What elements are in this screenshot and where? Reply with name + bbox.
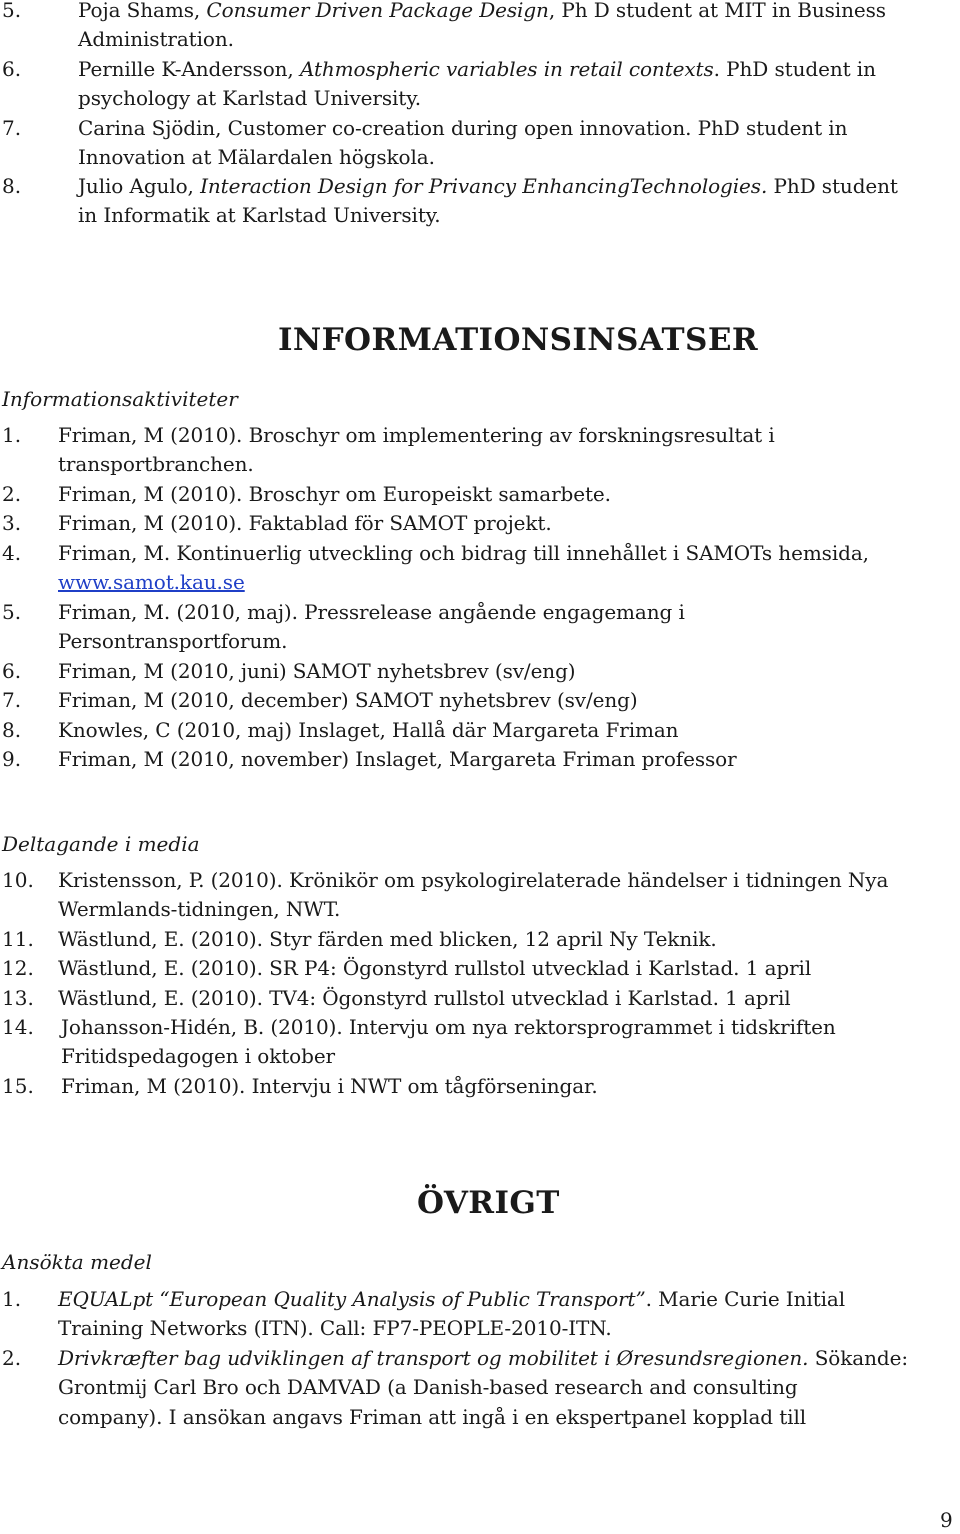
detail-text: . PhD student in [713, 57, 876, 81]
list-item-text: Friman, M (2010). Broschyr om Europeiskt samarbete. [58, 482, 611, 506]
section-heading-ovrigt: ÖVRIGT [417, 1185, 560, 1221]
author-text: Julio Agulo, [78, 174, 201, 198]
list-number: 6. [2, 57, 22, 81]
list-number: 5. [2, 600, 22, 624]
list-item-text [78, 172, 898, 200]
list-item-text: Innovation at Mälardalen högskola. [78, 145, 435, 169]
list-number: 5. [2, 0, 22, 22]
list-number: 1. [2, 423, 22, 447]
list-number: 10. [2, 868, 34, 892]
list-item-text: Fritidspedagogen i oktober [61, 1044, 336, 1068]
list-item-text: Friman, M. Kontinuerlig utveckling och bidrag till innehållet i SAMOTs hemsida, [58, 541, 869, 565]
title-text: Athmospheric variables in retail contexts [299, 57, 714, 81]
list-item-text: company). I ansökan angavs Friman att ingå i en ekspertpanel kopplad till [58, 1405, 807, 1429]
list-item-text [78, 114, 847, 142]
list-item-text: Friman, M (2010). Intervju i NWT om tågförseningar. [61, 1074, 598, 1098]
list-number: 11. [2, 927, 34, 951]
list-number: 12. [2, 956, 34, 980]
list-number: 7. [2, 688, 22, 712]
list-number: 8. [2, 174, 22, 198]
page-number: 9 [940, 1508, 953, 1532]
list-number: 3. [2, 511, 22, 535]
section-heading-informationsinsatser: INFORMATIONSINSATSER [278, 322, 759, 358]
list-item-text: Friman, M (2010, november) Inslaget, Margareta Friman professor [58, 747, 737, 771]
list-number: 1. [2, 1287, 22, 1311]
subsection-title-informationsaktiviteter: Informationsaktiviteter [2, 387, 238, 411]
list-item-text: Knowles, C (2010, maj) Inslaget, Hallå där Margareta Friman [58, 718, 679, 742]
detail-text: Sökande: [808, 1346, 908, 1370]
title-text: Consumer Driven Package Design [206, 0, 549, 22]
author-text: Carina Sjödin, Customer co-creation during open innovation. PhD student in [78, 116, 848, 140]
author-text: Poja Shams, [78, 0, 207, 22]
list-number: 8. [2, 718, 22, 742]
list-item-text [58, 1344, 908, 1372]
list-item-text: Training Networks (ITN). Call: FP7-PEOPLE-2010-ITN. [58, 1316, 612, 1340]
list-item-text: Wästlund, E. (2010). TV4: Ögonstyrd rullstol utvecklad i Karlstad. 1 april [58, 986, 791, 1010]
list-item-text: Friman, M (2010). Broschyr om implementering av forskningsresultat i [58, 423, 775, 447]
list-item-text: Wästlund, E. (2010). Styr färden med blicken, 12 april Ny Teknik. [58, 927, 717, 951]
list-item-text [78, 0, 886, 24]
samot-website-link[interactable]: www.samot.kau.se [58, 570, 245, 594]
author-text: Pernille K-Andersson, [78, 57, 300, 81]
list-item-text: Friman, M (2010, december) SAMOT nyhetsbrev (sv/eng) [58, 688, 638, 712]
list-item-link-line [58, 568, 245, 596]
list-item-text: Friman, M (2010). Faktablad för SAMOT projekt. [58, 511, 552, 535]
list-number: 15. [2, 1074, 34, 1098]
list-number: 13. [2, 986, 34, 1010]
list-number: 14. [2, 1015, 34, 1039]
list-item-text: Wästlund, E. (2010). SR P4: Ögonstyrd rullstol utvecklad i Karlstad. 1 april [58, 956, 812, 980]
list-item-text [58, 1285, 845, 1313]
list-item-text: psychology at Karlstad University. [78, 86, 422, 110]
list-number: 4. [2, 541, 22, 565]
list-number: 7. [2, 116, 22, 140]
subsection-title-ansokta-medel: Ansökta medel [2, 1250, 152, 1274]
list-item-text: Administration. [78, 27, 234, 51]
list-item-text: Grontmij Carl Bro och DAMVAD (a Danish-based research and consulting [58, 1375, 798, 1399]
list-item-text: Friman, M (2010, juni) SAMOT nyhetsbrev (sv/eng) [58, 659, 576, 683]
list-item-text: in Informatik at Karlstad University. [78, 203, 441, 227]
detail-text: , Ph D student at MIT in Business [548, 0, 886, 22]
detail-text: PhD student [767, 174, 898, 198]
list-number: 9. [2, 747, 22, 771]
title-text: EQUALpt “European Quality Analysis of Public Transport” [58, 1287, 646, 1311]
list-item-text [78, 55, 876, 83]
title-text: Interaction Design for Privancy EnhancingTechnologies. [200, 174, 768, 198]
title-text: Drivkræfter bag udviklingen af transport og mobilitet i Øresundsregionen. [58, 1346, 809, 1370]
subsection-title-media: Deltagande i media [2, 832, 200, 856]
list-item-text: Persontransportforum. [58, 629, 288, 653]
list-number: 2. [2, 482, 22, 506]
detail-text: . Marie Curie Initial [645, 1287, 846, 1311]
list-number: 2. [2, 1346, 22, 1370]
list-item-text: Wermlands-tidningen, NWT. [58, 897, 341, 921]
list-item-text: Kristensson, P. (2010). Krönikör om psykologirelaterade händelser i tidningen Nya [58, 868, 889, 892]
list-item-text: transportbranchen. [58, 452, 254, 476]
list-number: 6. [2, 659, 22, 683]
list-item-text: Johansson-Hidén, B. (2010). Intervju om nya rektorsprogrammet i tidskriften [61, 1015, 836, 1039]
list-item-text: Friman, M. (2010, maj). Pressrelease angående engagemang i [58, 600, 685, 624]
